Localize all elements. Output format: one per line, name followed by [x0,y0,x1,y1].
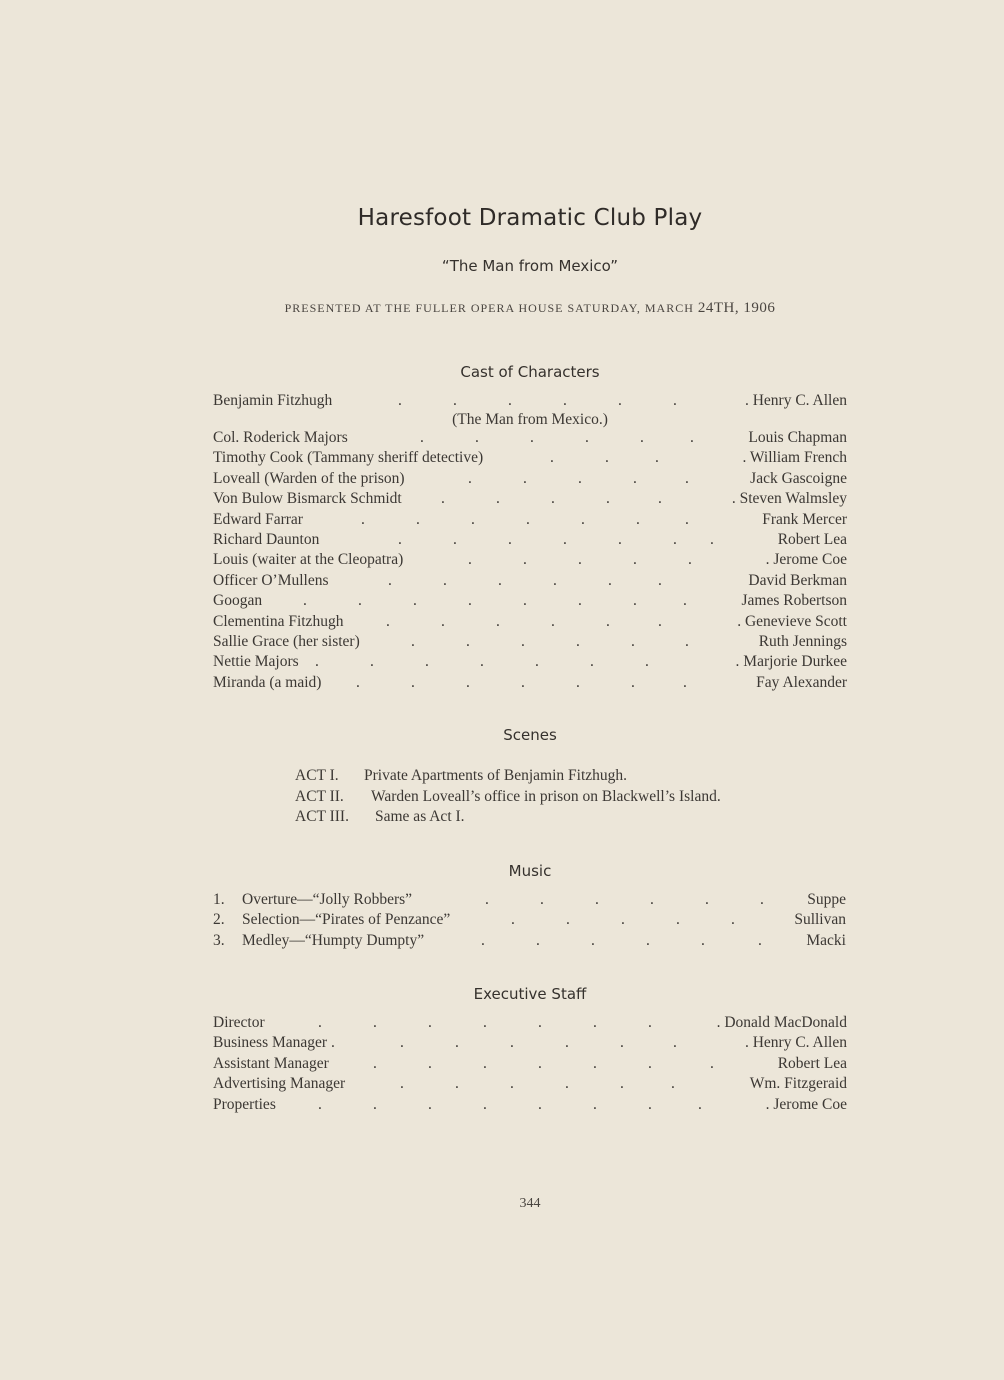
leader-dot: . [318,1096,322,1113]
leader-dot: . [595,891,599,908]
leader-dot: . [551,613,555,630]
leader-dot: . [578,551,582,568]
leader-dot: . [618,531,622,548]
leader-dot: . [523,592,527,609]
leader-dot: . [563,392,567,409]
staff-name: . Donald MacDonald [716,1014,847,1031]
cast-row [213,632,847,652]
actor-name: Frank Mercer [762,511,847,528]
leader-dot: . [526,511,530,528]
act-label: ACT II. [295,788,344,805]
cast-row [213,489,847,509]
presented-line [0,300,1004,317]
staff-name: Robert Lea [777,1055,847,1072]
staff-row [213,1095,847,1115]
leader-dot: . [605,449,609,466]
leader-dot: . [553,572,557,589]
leader-dot: . [453,392,457,409]
page-number: 344 [519,1196,541,1211]
leader-dot: . [498,572,502,589]
leader-dot: . [386,613,390,630]
leader-dot: . [631,674,635,691]
character-name: Googan [213,592,263,609]
music-piece: Medley—“Humpty Dumpty” [242,932,425,949]
cast-row [213,612,847,632]
leader-dot: . [373,1014,377,1031]
leader-dot: . [521,674,525,691]
character-name: Clementina Fitzhugh [213,613,344,630]
act-label: ACT I. [295,767,339,784]
act-description: Warden Loveall’s office in prison on Blackwell’s Island. [371,788,721,805]
character-name: Col. Roderick Majors [213,429,348,446]
act-description: Private Apartments of Benjamin Fitzhugh. [364,767,628,784]
leader-dot: . [591,932,595,949]
actor-name: Robert Lea [777,531,847,548]
music-number: 1. [213,891,225,908]
leader-dot: . [538,1014,542,1031]
actor-name: Fay Alexander [756,674,847,691]
staff-role: Advertising Manager [213,1075,346,1092]
leader-dot: . [521,633,525,650]
staff-role: Assistant Manager [213,1055,329,1072]
leader-dot: . [508,392,512,409]
act-row [295,766,627,786]
leader-dot: . [593,1014,597,1031]
leader-dot: . [698,1096,702,1113]
actor-name: Jack Gascoigne [750,470,847,487]
leader-dot: . [356,674,360,691]
character-name: Nettie Majors [213,653,299,670]
actor-name: . Marjorie Durkee [735,653,847,670]
leader-dot: . [530,429,534,446]
leader-dot: . [538,1055,542,1072]
cast-row [213,591,847,611]
leader-dot: . [685,511,689,528]
leader-dot: . [361,511,365,528]
leader-dot: . [466,674,470,691]
cast-row [213,469,847,489]
staff-role: Director [213,1014,265,1031]
staff-name: Wm. Fitzgeraid [749,1075,847,1092]
character-name: Loveall (Warden of the prison) [213,470,405,487]
leader-dot: . [483,1055,487,1072]
music-piece: Selection—“Pirates of Penzance” [242,911,451,928]
leader-dot: . [566,911,570,928]
leader-dot: . [655,449,659,466]
leader-dot: . [468,592,472,609]
staff-role: Business Manager . [213,1034,335,1051]
cast-row [213,428,847,448]
leader-dot: . [400,1075,404,1092]
leader-dot: . [621,911,625,928]
leader-dot: . [633,551,637,568]
cast-row [213,510,847,530]
leader-dot: . [576,674,580,691]
leader-dot: . [650,891,654,908]
staff-name: . Henry C. Allen [744,1034,847,1051]
leader-dot: . [636,511,640,528]
music-item [213,910,450,930]
leader-dot: . [648,1014,652,1031]
leader-dot: . [618,392,622,409]
character-name: Sallie Grace (her sister) [213,633,360,650]
leader-dot: . [455,1034,459,1051]
leader-dot: . [443,572,447,589]
leader-dot: . [550,449,554,466]
cast-row [213,652,847,672]
leader-dot: . [685,633,689,650]
leader-dot: . [576,633,580,650]
leader-dot: . [646,932,650,949]
leader-dot: . [318,1014,322,1031]
leader-dot: . [648,1055,652,1072]
leader-dot: . [731,911,735,928]
leader-dot: . [620,1075,624,1092]
cast-row [213,530,847,550]
leader-dot: . [640,429,644,446]
leader-dot: . [411,674,415,691]
leader-dot: . [565,1034,569,1051]
leader-dot: . [710,1055,714,1072]
leader-dot: . [416,511,420,528]
staff-name: . Jerome Coe [765,1096,847,1113]
page-title: Haresfoot Dramatic Club Play [357,205,703,231]
leader-dot: . [535,653,539,670]
act-row [295,787,721,807]
leader-dot: . [441,490,445,507]
leader-dot: . [608,572,612,589]
leader-dot: . [606,613,610,630]
leader-dot: . [475,429,479,446]
character-name: Edward Farrar [213,511,303,528]
leader-dot: . [510,1034,514,1051]
leader-dot: . [658,613,662,630]
leader-dot: . [398,392,402,409]
leader-dot: . [373,1096,377,1113]
leader-dot: . [578,592,582,609]
leader-dot: . [683,592,687,609]
actor-name: . Steven Walmsley [731,490,847,507]
leader-dot: . [471,511,475,528]
character-name: Louis (waiter at the Cleopatra) [213,551,404,568]
staff-role: Properties [213,1096,276,1113]
music-row [213,931,846,951]
cast-row [213,571,847,591]
leader-dot: . [496,490,500,507]
leader-dot: . [633,592,637,609]
leader-dot: . [671,1075,675,1092]
leader-dot: . [648,1096,652,1113]
composer-name: Suppe [807,891,846,908]
music-number: 3. [213,932,225,949]
character-note: (The Man from Mexico.) [452,411,608,428]
leader-dot: . [688,551,692,568]
cast-row [213,673,847,693]
leader-dot: . [590,653,594,670]
character-name: Benjamin Fitzhugh [213,392,333,409]
cast-row [213,391,847,411]
presented-date: 24TH, 1906 [697,300,776,316]
leader-dot: . [428,1096,432,1113]
music-piece: Overture—“Jolly Robbers” [242,891,413,908]
actor-name: . William French [742,449,847,466]
leader-dot: . [578,470,582,487]
staff-row [213,1013,847,1033]
leader-dot: . [483,1096,487,1113]
character-name: Von Bulow Bismarck Schmidt [213,490,402,507]
music-item [213,931,424,951]
character-name: Miranda (a maid) [213,674,322,691]
leader-dot: . [455,1075,459,1092]
leader-dot: . [428,1055,432,1072]
leader-dot: . [701,932,705,949]
leader-dot: . [466,633,470,650]
composer-name: Sullivan [794,911,846,928]
leader-dot: . [413,592,417,609]
leader-dot: . [631,633,635,650]
composer-name: Macki [806,932,846,949]
leader-dot: . [585,429,589,446]
leader-dot: . [373,1055,377,1072]
actor-name: . Henry C. Allen [744,392,847,409]
leader-dot: . [658,490,662,507]
leader-dot: . [303,592,307,609]
leader-dot: . [398,531,402,548]
leader-dot: . [645,653,649,670]
staff-heading: Executive Staff [473,985,587,1003]
leader-dot: . [705,891,709,908]
leader-dot: . [400,1034,404,1051]
music-heading: Music [508,862,552,880]
leader-dot: . [315,653,319,670]
play-subtitle: “The Man from Mexico” [441,257,619,275]
leader-dot: . [593,1055,597,1072]
leader-dot: . [633,470,637,487]
leader-dot: . [523,470,527,487]
character-name: Richard Daunton [213,531,320,548]
character-name: Timothy Cook (Tammany sheriff detective) [213,449,484,466]
leader-dot: . [370,653,374,670]
leader-dot: . [565,1075,569,1092]
leader-dot: . [523,551,527,568]
leader-dot: . [673,392,677,409]
leader-dot: . [453,531,457,548]
leader-dot: . [411,633,415,650]
leader-dot: . [481,932,485,949]
leader-dot: . [485,891,489,908]
leader-dot: . [420,429,424,446]
leader-dot: . [606,490,610,507]
presented-prefix: PRESENTED AT THE FULLER OPERA HOUSE SATURDAY, MARCH [284,301,698,315]
cast-row [213,550,847,570]
leader-dot: . [496,613,500,630]
leader-dot: . [658,572,662,589]
music-row [213,910,846,930]
actor-name: . Genevieve Scott [737,613,847,630]
actor-name: Ruth Jennings [758,633,847,650]
leader-dot: . [540,891,544,908]
leader-dot: . [685,470,689,487]
leader-dot: . [508,531,512,548]
leader-dot: . [760,891,764,908]
leader-dot: . [425,653,429,670]
music-row [213,890,846,910]
leader-dot: . [536,932,540,949]
scenes-heading: Scenes [503,726,557,744]
leader-dot: . [510,1075,514,1092]
leader-dot: . [683,674,687,691]
staff-row [213,1074,847,1094]
cast-heading: Cast of Characters [460,363,600,381]
leader-dot: . [593,1096,597,1113]
leader-dot: . [620,1034,624,1051]
staff-row [213,1054,847,1074]
music-number: 2. [213,911,225,928]
music-item [213,890,412,910]
leader-dot: . [690,429,694,446]
leader-dot: . [483,1014,487,1031]
act-row [295,807,465,827]
leader-dot: . [758,932,762,949]
leader-dot: . [441,613,445,630]
staff-row [213,1033,847,1053]
leader-dot: . [428,1014,432,1031]
actor-name: James Robertson [741,592,847,609]
act-description: Same as Act I. [375,808,465,825]
cast-row [213,448,847,468]
leader-dot: . [551,490,555,507]
actor-name: David Berkman [748,572,847,589]
leader-dot: . [673,1034,677,1051]
act-label: ACT III. [295,808,349,825]
leader-dot: . [468,470,472,487]
leader-dot: . [480,653,484,670]
leader-dot: . [511,911,515,928]
leader-dot: . [676,911,680,928]
leader-dot: . [358,592,362,609]
leader-dot: . [538,1096,542,1113]
actor-name: Louis Chapman [748,429,847,446]
leader-dot: . [581,511,585,528]
leader-dot: . [563,531,567,548]
character-name: Officer O’Mullens [213,572,329,589]
leader-dot: . [388,572,392,589]
leader-dot: . [468,551,472,568]
leader-dot: . [673,531,677,548]
actor-name: . Jerome Coe [765,551,847,568]
leader-dot: . [710,531,714,548]
